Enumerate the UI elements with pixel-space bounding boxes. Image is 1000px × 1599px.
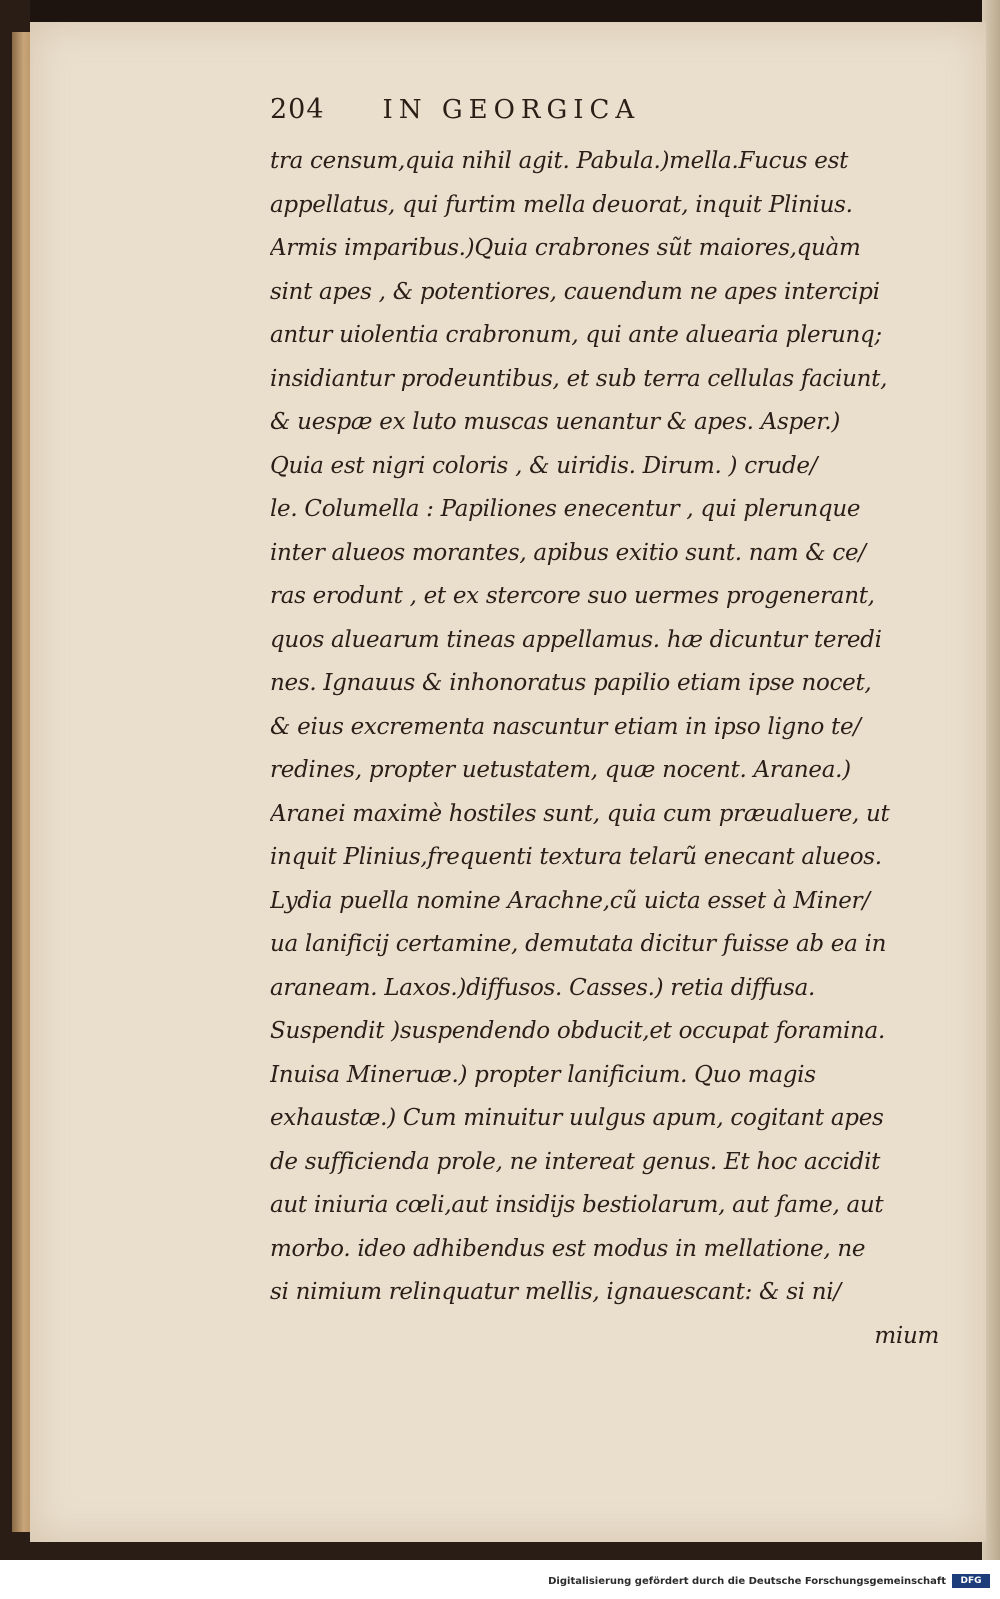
text-line: appellatus, qui furtim mella deuorat, inquit Plinius. bbox=[270, 191, 853, 218]
text-line: Quia est nigri coloris , & uiridis. Dirum. ) crude/ bbox=[270, 452, 818, 479]
text-line: de sufficienda prole, ne intereat genus. Et hoc accidit bbox=[270, 1148, 881, 1175]
text-line: quos aluearum tineas appellamus. hæ dicuntur teredi bbox=[270, 626, 882, 653]
text-line: morbo. ideo adhibendus est modus in mellatione, ne bbox=[270, 1235, 866, 1262]
text-line: & uespæ ex luto muscas uenantur & apes. Asper.) bbox=[270, 409, 841, 435]
text-line: insidiantur prodeuntibus, et sub terra cellulas faciunt, bbox=[270, 365, 888, 392]
running-head bbox=[270, 94, 830, 140]
digitization-credit: Digitalisierung gefördert durch die Deutsche Forschungsgemeinschaft bbox=[548, 1576, 946, 1587]
text-line: Inuisa Mineruæ.) propter lanificium. Quo magis bbox=[270, 1061, 816, 1088]
page-number: 204 bbox=[270, 94, 325, 125]
text-line: Aranei maximè hostiles sunt, quia cum præualuere, ut bbox=[270, 800, 890, 827]
text-line: inter alueos morantes, apibus exitio sunt. nam & ce/ bbox=[270, 539, 866, 566]
text-line: exhaustæ.) Cum minuitur uulgus apum, cogitant apes bbox=[270, 1105, 884, 1131]
text-line: Armis imparibus.)Quia crabrones sũt maiores,quàm bbox=[270, 235, 861, 261]
text-line: ua lanificij certamine, demutata dicitur fuisse ab ea in bbox=[270, 931, 887, 957]
text-line: ras erodunt , et ex stercore suo uermes progenerant, bbox=[270, 583, 875, 609]
text-line: si nimium relinquatur mellis, ignauescant: & si ni/ bbox=[270, 1279, 841, 1305]
page-text bbox=[270, 140, 945, 1358]
text-line: araneam. Laxos.)diffusos. Casses.) retia diffusa. bbox=[270, 974, 816, 1001]
text-line: le. Columella : Papiliones enecentur , qui plerunque bbox=[270, 496, 861, 522]
text-line: Lydia puella nomine Arachne,cũ uicta esset à Miner/ bbox=[270, 887, 870, 914]
text-line: tra censum,quia nihil agit. Pabula.)mella.Fucus est bbox=[270, 148, 849, 174]
text-line: nes. Ignauus & inhonoratus papilio etiam ipse nocet, bbox=[270, 670, 872, 696]
text-line: aut iniuria cœli,aut insidijs bestiolarum, aut fame, aut bbox=[270, 1192, 884, 1218]
text-line: Suspendit )suspendendo obducit,et occupat foramina. bbox=[270, 1018, 885, 1044]
text-line: sint apes , & potentiores, cauendum ne apes intercipi bbox=[270, 278, 880, 305]
running-title: IN GEORGICA bbox=[382, 95, 641, 125]
text-line: inquit Plinius,frequenti textura telarũ enecant alueos. bbox=[270, 844, 882, 870]
dfg-logo-icon: DFG bbox=[952, 1574, 990, 1588]
scan-top-edge bbox=[30, 0, 1000, 22]
catchword: mium bbox=[874, 1322, 939, 1349]
text-line: antur uiolentia crabronum, qui ante aluearia plerunq; bbox=[270, 322, 882, 348]
text-line: redines, propter uetustatem, quæ nocent. Aranea.) bbox=[270, 757, 851, 783]
text-line: & eius excrementa nascuntur etiam in ipso ligno te/ bbox=[270, 713, 861, 740]
